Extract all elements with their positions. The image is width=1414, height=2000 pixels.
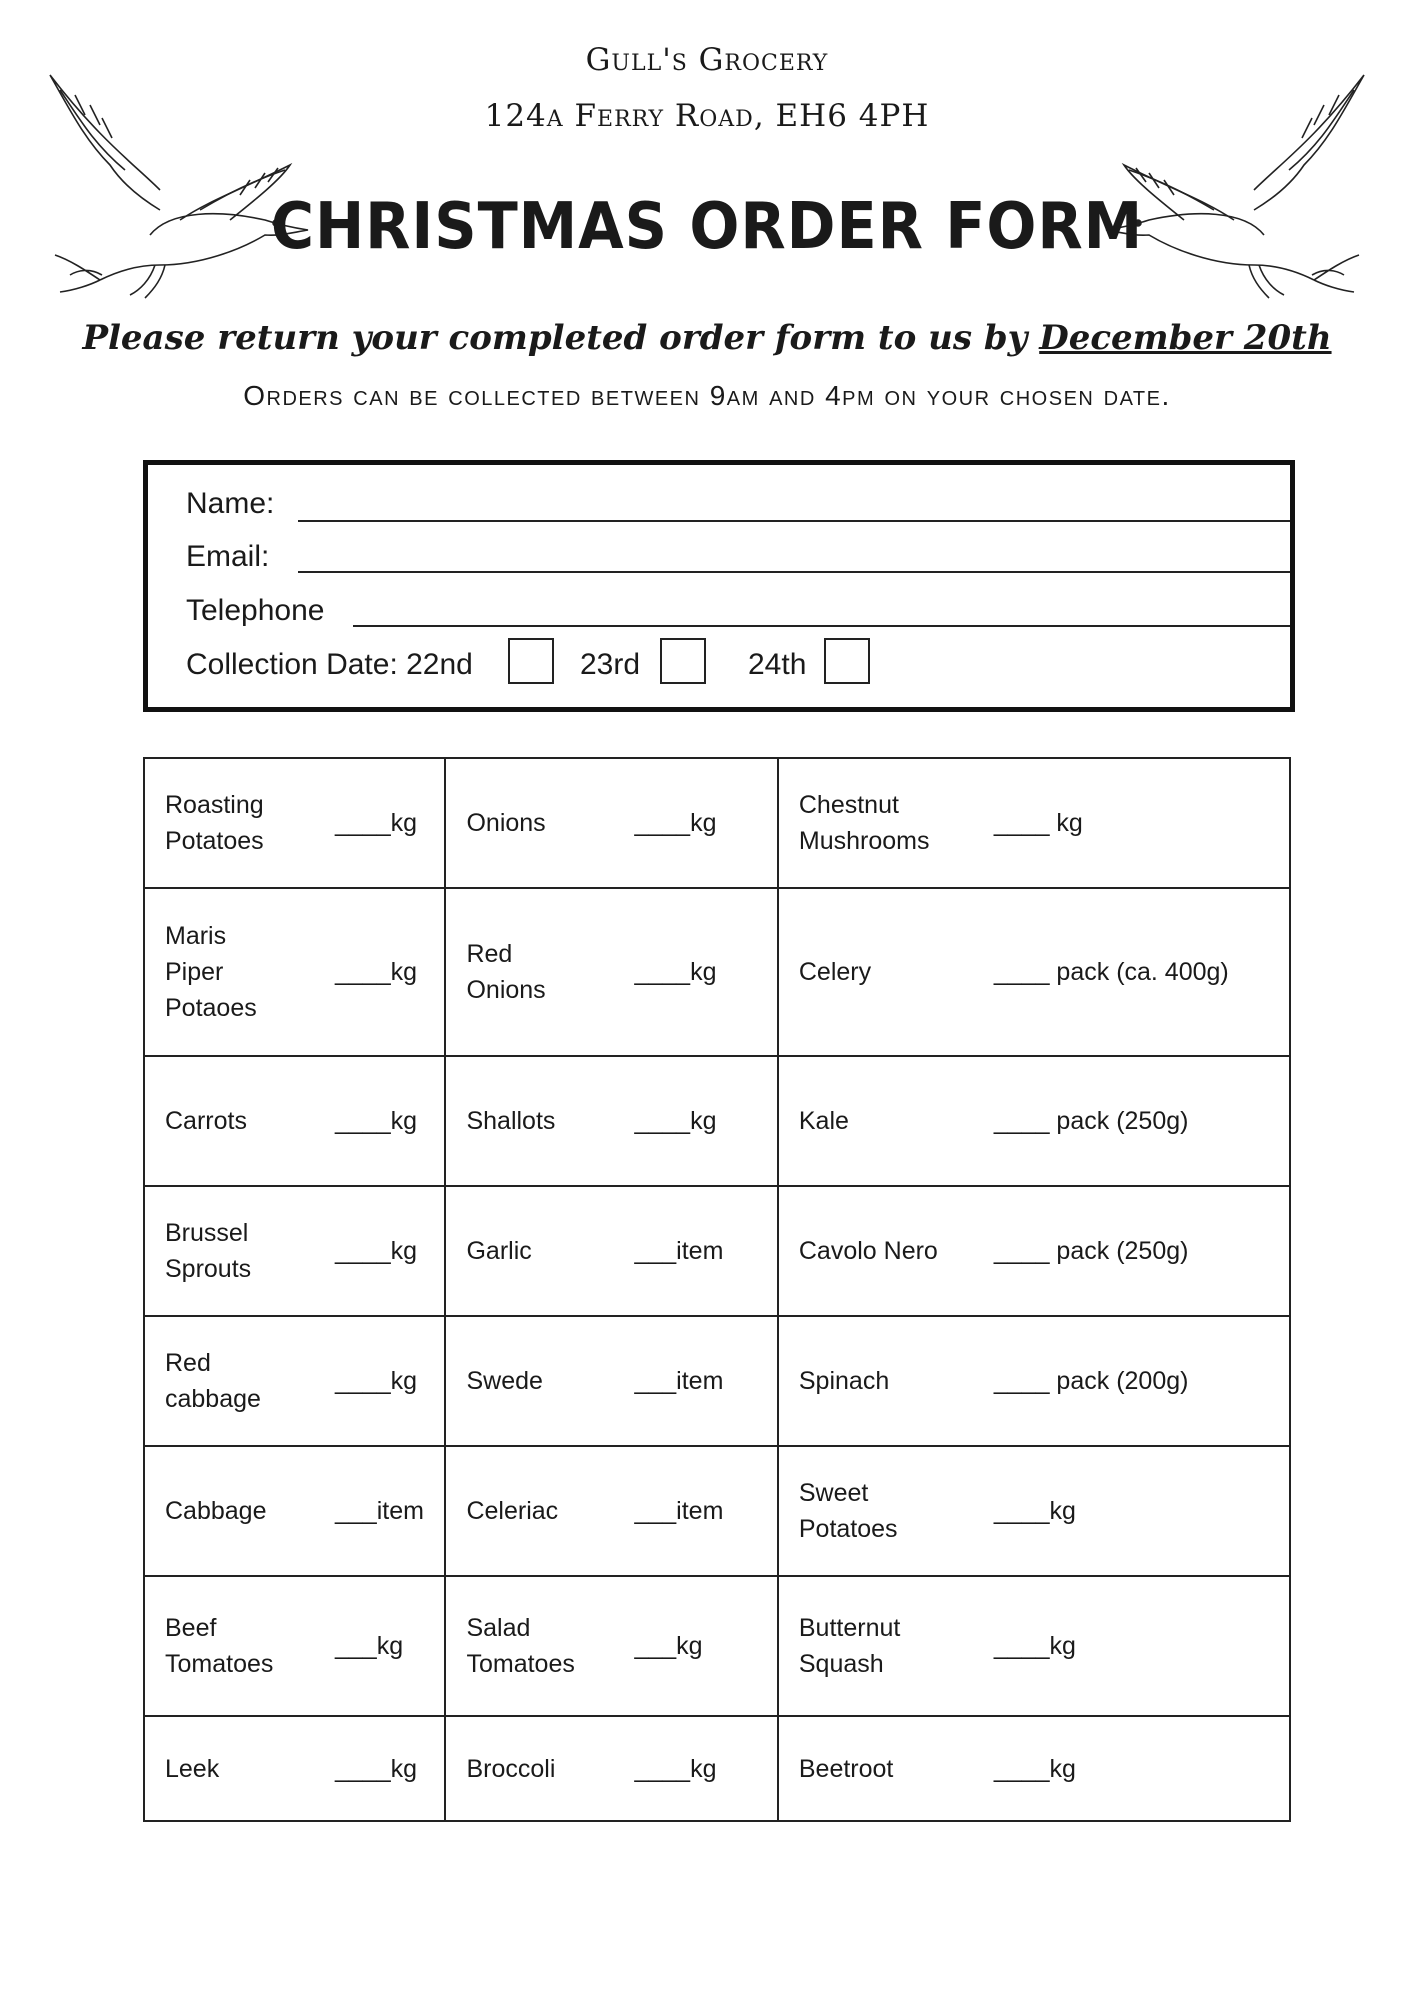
- item-quantity-field[interactable]: ___item: [634, 1497, 724, 1525]
- item-quantity-field[interactable]: ____kg: [634, 809, 717, 837]
- shop-address: 124a Ferry Road, EH6 4PH: [484, 98, 930, 134]
- order-cell: [144, 1056, 445, 1186]
- order-cell: [445, 1446, 777, 1576]
- order-row: [144, 1316, 1290, 1446]
- collection-23rd-checkbox[interactable]: [660, 638, 706, 684]
- order-cell: [445, 1716, 777, 1821]
- order-row: [144, 1576, 1290, 1716]
- item-name: Celery: [798, 958, 872, 986]
- collection-note: Orders can be collected between 9am and 4pm on your chosen date.: [243, 380, 1171, 411]
- item-quantity-field[interactable]: ____kg: [335, 1754, 418, 1783]
- order-cell: [445, 1186, 777, 1316]
- item-name: Sweet Potatoes: [798, 1479, 898, 1543]
- item-quantity-field[interactable]: ____kg: [335, 809, 418, 837]
- item-name: Chestnut Mushrooms: [798, 791, 930, 855]
- order-row: [144, 888, 1290, 1056]
- order-cell: [445, 1056, 777, 1186]
- item-quantity-field[interactable]: ___item: [634, 1237, 724, 1265]
- collection-22nd-checkbox[interactable]: [508, 638, 554, 684]
- collection-24th-checkbox[interactable]: [824, 638, 870, 684]
- item-quantity-field[interactable]: ____kg: [335, 1367, 418, 1395]
- collection-date-label: Collection Date: 22nd: [186, 648, 473, 681]
- item-name: Spinach: [798, 1367, 890, 1395]
- item-quantity-field[interactable]: ____kg: [634, 1107, 717, 1135]
- item-name: Beetroot: [798, 1754, 894, 1783]
- order-cell: [778, 1446, 1290, 1576]
- order-cell: [778, 758, 1290, 888]
- item-name: Broccoli: [466, 1754, 556, 1783]
- telephone-label: Telephone: [186, 594, 325, 627]
- page-title: CHRISTMAS ORDER FORM: [270, 190, 1144, 264]
- item-name: Shallots: [466, 1107, 556, 1135]
- item-name: Leek: [165, 1754, 220, 1783]
- item-quantity-field[interactable]: ____kg: [335, 958, 418, 986]
- order-cell: [445, 1316, 777, 1446]
- item-name: Onions: [466, 809, 546, 837]
- item-name: Salad Tomatoes: [466, 1614, 575, 1678]
- item-quantity-field[interactable]: ____kg: [993, 1497, 1076, 1525]
- item-quantity-field[interactable]: ____ pack (250g): [993, 1107, 1189, 1135]
- order-row: [144, 1186, 1290, 1316]
- item-name: Cavolo Nero: [798, 1237, 938, 1265]
- order-cell: [144, 1316, 445, 1446]
- order-cell: [778, 1716, 1290, 1821]
- date-23rd-label: 23rd: [580, 648, 641, 681]
- item-name: Red cabbage: [165, 1349, 261, 1413]
- item-quantity-field[interactable]: ____kg: [634, 1754, 717, 1783]
- item-name: Kale: [798, 1107, 849, 1135]
- return-text: Please return your completed order form to us by: [82, 318, 1040, 358]
- email-field[interactable]: [298, 571, 1290, 573]
- order-row: [144, 1446, 1290, 1576]
- order-row: [144, 1056, 1290, 1186]
- item-quantity-field[interactable]: ___kg: [335, 1632, 404, 1660]
- item-quantity-field[interactable]: ____kg: [993, 1754, 1076, 1783]
- order-cell: [445, 758, 777, 888]
- item-name: Swede: [466, 1367, 543, 1395]
- order-table: [143, 757, 1291, 1822]
- order-cell: [144, 1186, 445, 1316]
- telephone-field[interactable]: [353, 625, 1290, 627]
- item-quantity-field[interactable]: ____kg: [993, 1632, 1076, 1660]
- name-field[interactable]: [298, 520, 1290, 522]
- item-name: Butternut Squash: [798, 1614, 901, 1678]
- date-24th-label: 24th: [748, 648, 807, 681]
- item-quantity-field[interactable]: ___item: [634, 1367, 724, 1395]
- order-cell: [778, 1056, 1290, 1186]
- order-cell: [778, 1576, 1290, 1716]
- item-name: Celeriac: [466, 1497, 559, 1525]
- item-quantity-field[interactable]: ____ pack (250g): [993, 1237, 1189, 1265]
- order-cell: [144, 758, 445, 888]
- name-label: Name:: [186, 487, 275, 520]
- seagull-left-icon: [40, 70, 310, 300]
- item-name: Brussel Sprouts: [165, 1219, 252, 1283]
- item-quantity-field[interactable]: ____ pack (ca. 400g): [993, 958, 1229, 986]
- order-cell: [144, 1576, 445, 1716]
- order-cell: [445, 888, 777, 1056]
- item-name: Beef Tomatoes: [165, 1614, 274, 1678]
- item-quantity-field[interactable]: ____kg: [335, 1237, 418, 1265]
- customer-details-box: [143, 460, 1295, 712]
- item-name: Cabbage: [165, 1497, 267, 1525]
- order-cell: [445, 1576, 777, 1716]
- item-name: Garlic: [466, 1237, 532, 1265]
- order-row: [144, 758, 1290, 888]
- item-quantity-field[interactable]: ____kg: [335, 1107, 418, 1135]
- seagull-right-icon: [1104, 70, 1374, 300]
- order-cell: [778, 1316, 1290, 1446]
- email-label: Email:: [186, 540, 270, 573]
- item-quantity-field[interactable]: ____ kg: [993, 809, 1083, 837]
- return-deadline: December 20th: [1039, 318, 1332, 358]
- item-name: Carrots: [165, 1107, 247, 1135]
- order-cell: [778, 1186, 1290, 1316]
- order-cell: [778, 888, 1290, 1056]
- item-quantity-field[interactable]: ____kg: [634, 958, 717, 986]
- order-cell: [144, 1716, 445, 1821]
- item-quantity-field[interactable]: ____ pack (200g): [993, 1367, 1189, 1395]
- item-name: Maris Piper Potaoes: [165, 922, 257, 1022]
- item-name: Roasting Potatoes: [165, 791, 264, 855]
- order-cell: [144, 1446, 445, 1576]
- return-instruction: [0, 318, 1414, 358]
- shop-name: Gull's Grocery: [585, 42, 829, 78]
- item-quantity-field[interactable]: ___item: [335, 1497, 424, 1525]
- order-row: [144, 1716, 1290, 1821]
- order-cell: [144, 888, 445, 1056]
- item-quantity-field[interactable]: ___kg: [634, 1632, 703, 1660]
- item-name: Red Onions: [466, 940, 546, 1004]
